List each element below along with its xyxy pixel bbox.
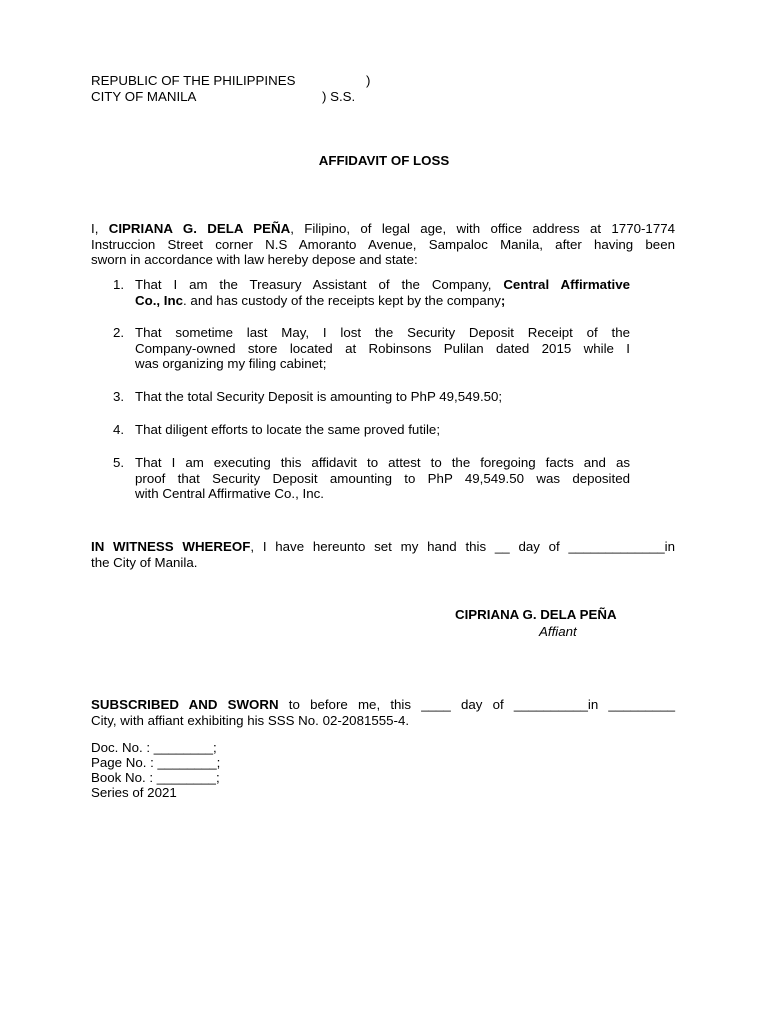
company-name: Central Affirmative (503, 277, 630, 292)
list-number: 4. (113, 422, 125, 437)
notarial-register (91, 740, 220, 800)
venue-republic-line (91, 73, 295, 89)
jurat-line-2: City, with affiant exhibiting his SSS No. 02-2081555-4. (91, 712, 410, 728)
witness-line-1: IN WITNESS WHEREOF, I have hereunto set my hand this __ day of _____________in (91, 539, 675, 554)
list-number: 1. (113, 277, 125, 292)
list-item: 2. That sometime last May, I lost the Security Deposit Receipt of the Company-owned store located at Robinsons Pulilan dated 2015 while I was organizing my filing cabinet; (113, 325, 630, 371)
venue-city: CITY OF MANILA (91, 89, 197, 104)
intro-line-2: Instruccion Street corner N.S Amoranto Avenue, Sampaloc Manila, after having been (91, 236, 675, 252)
witness-line-2: the City of Manila. (91, 554, 198, 570)
list-item: 5. That I am executing this affidavit to attest to the foregoing facts and as proof that Security Deposit amounting to PhP 49,549.50 was deposited with Central Affirmative Co., Inc. (113, 455, 630, 501)
list-number: 5. (113, 455, 125, 470)
list-number: 3. (113, 389, 125, 404)
intro-line-1: I, CIPRIANA G. DELA PEÑA, Filipino, of legal age, with office address at 1770-1774 (91, 221, 676, 236)
intro-paragraph (91, 221, 675, 268)
venue-republic-paren: ) (366, 73, 371, 88)
signatory-name: CIPRIANA G. DELA PEÑA (455, 607, 617, 622)
jurat-line-1: SUBSCRIBED AND SWORN to before me, this ____ day of __________in _________ (91, 697, 675, 712)
venue-city-ss: ) S.S. (322, 89, 356, 104)
list-item: 1. That I am the Treasury Assistant of the Company, Central Affirmative Co., Inc. and has custody of the receipts kept by the company; (113, 277, 630, 308)
affiant-name: CIPRIANA G. DELA PEÑA (108, 221, 291, 236)
series-year: Series of 2021 (91, 785, 177, 800)
list-number: 2. (113, 325, 125, 340)
book-no: Book No. : ________; (91, 770, 220, 785)
witness-paragraph (91, 539, 675, 570)
list-item: 4. That diligent efforts to locate the same proved futile; (113, 422, 441, 437)
page-no: Page No. : ________; (91, 755, 221, 770)
venue-republic: REPUBLIC OF THE PHILIPPINES (91, 73, 296, 88)
doc-no: Doc. No. : ________; (91, 740, 217, 755)
list-item: 3. That the total Security Deposit is amounting to PhP 49,549.50; (113, 389, 503, 404)
signatory-role: Affiant (539, 624, 577, 639)
document-title: AFFIDAVIT OF LOSS (318, 153, 450, 168)
intro-line-3: sworn in accordance with law hereby depose and state: (91, 252, 418, 267)
jurat-paragraph (91, 697, 675, 728)
